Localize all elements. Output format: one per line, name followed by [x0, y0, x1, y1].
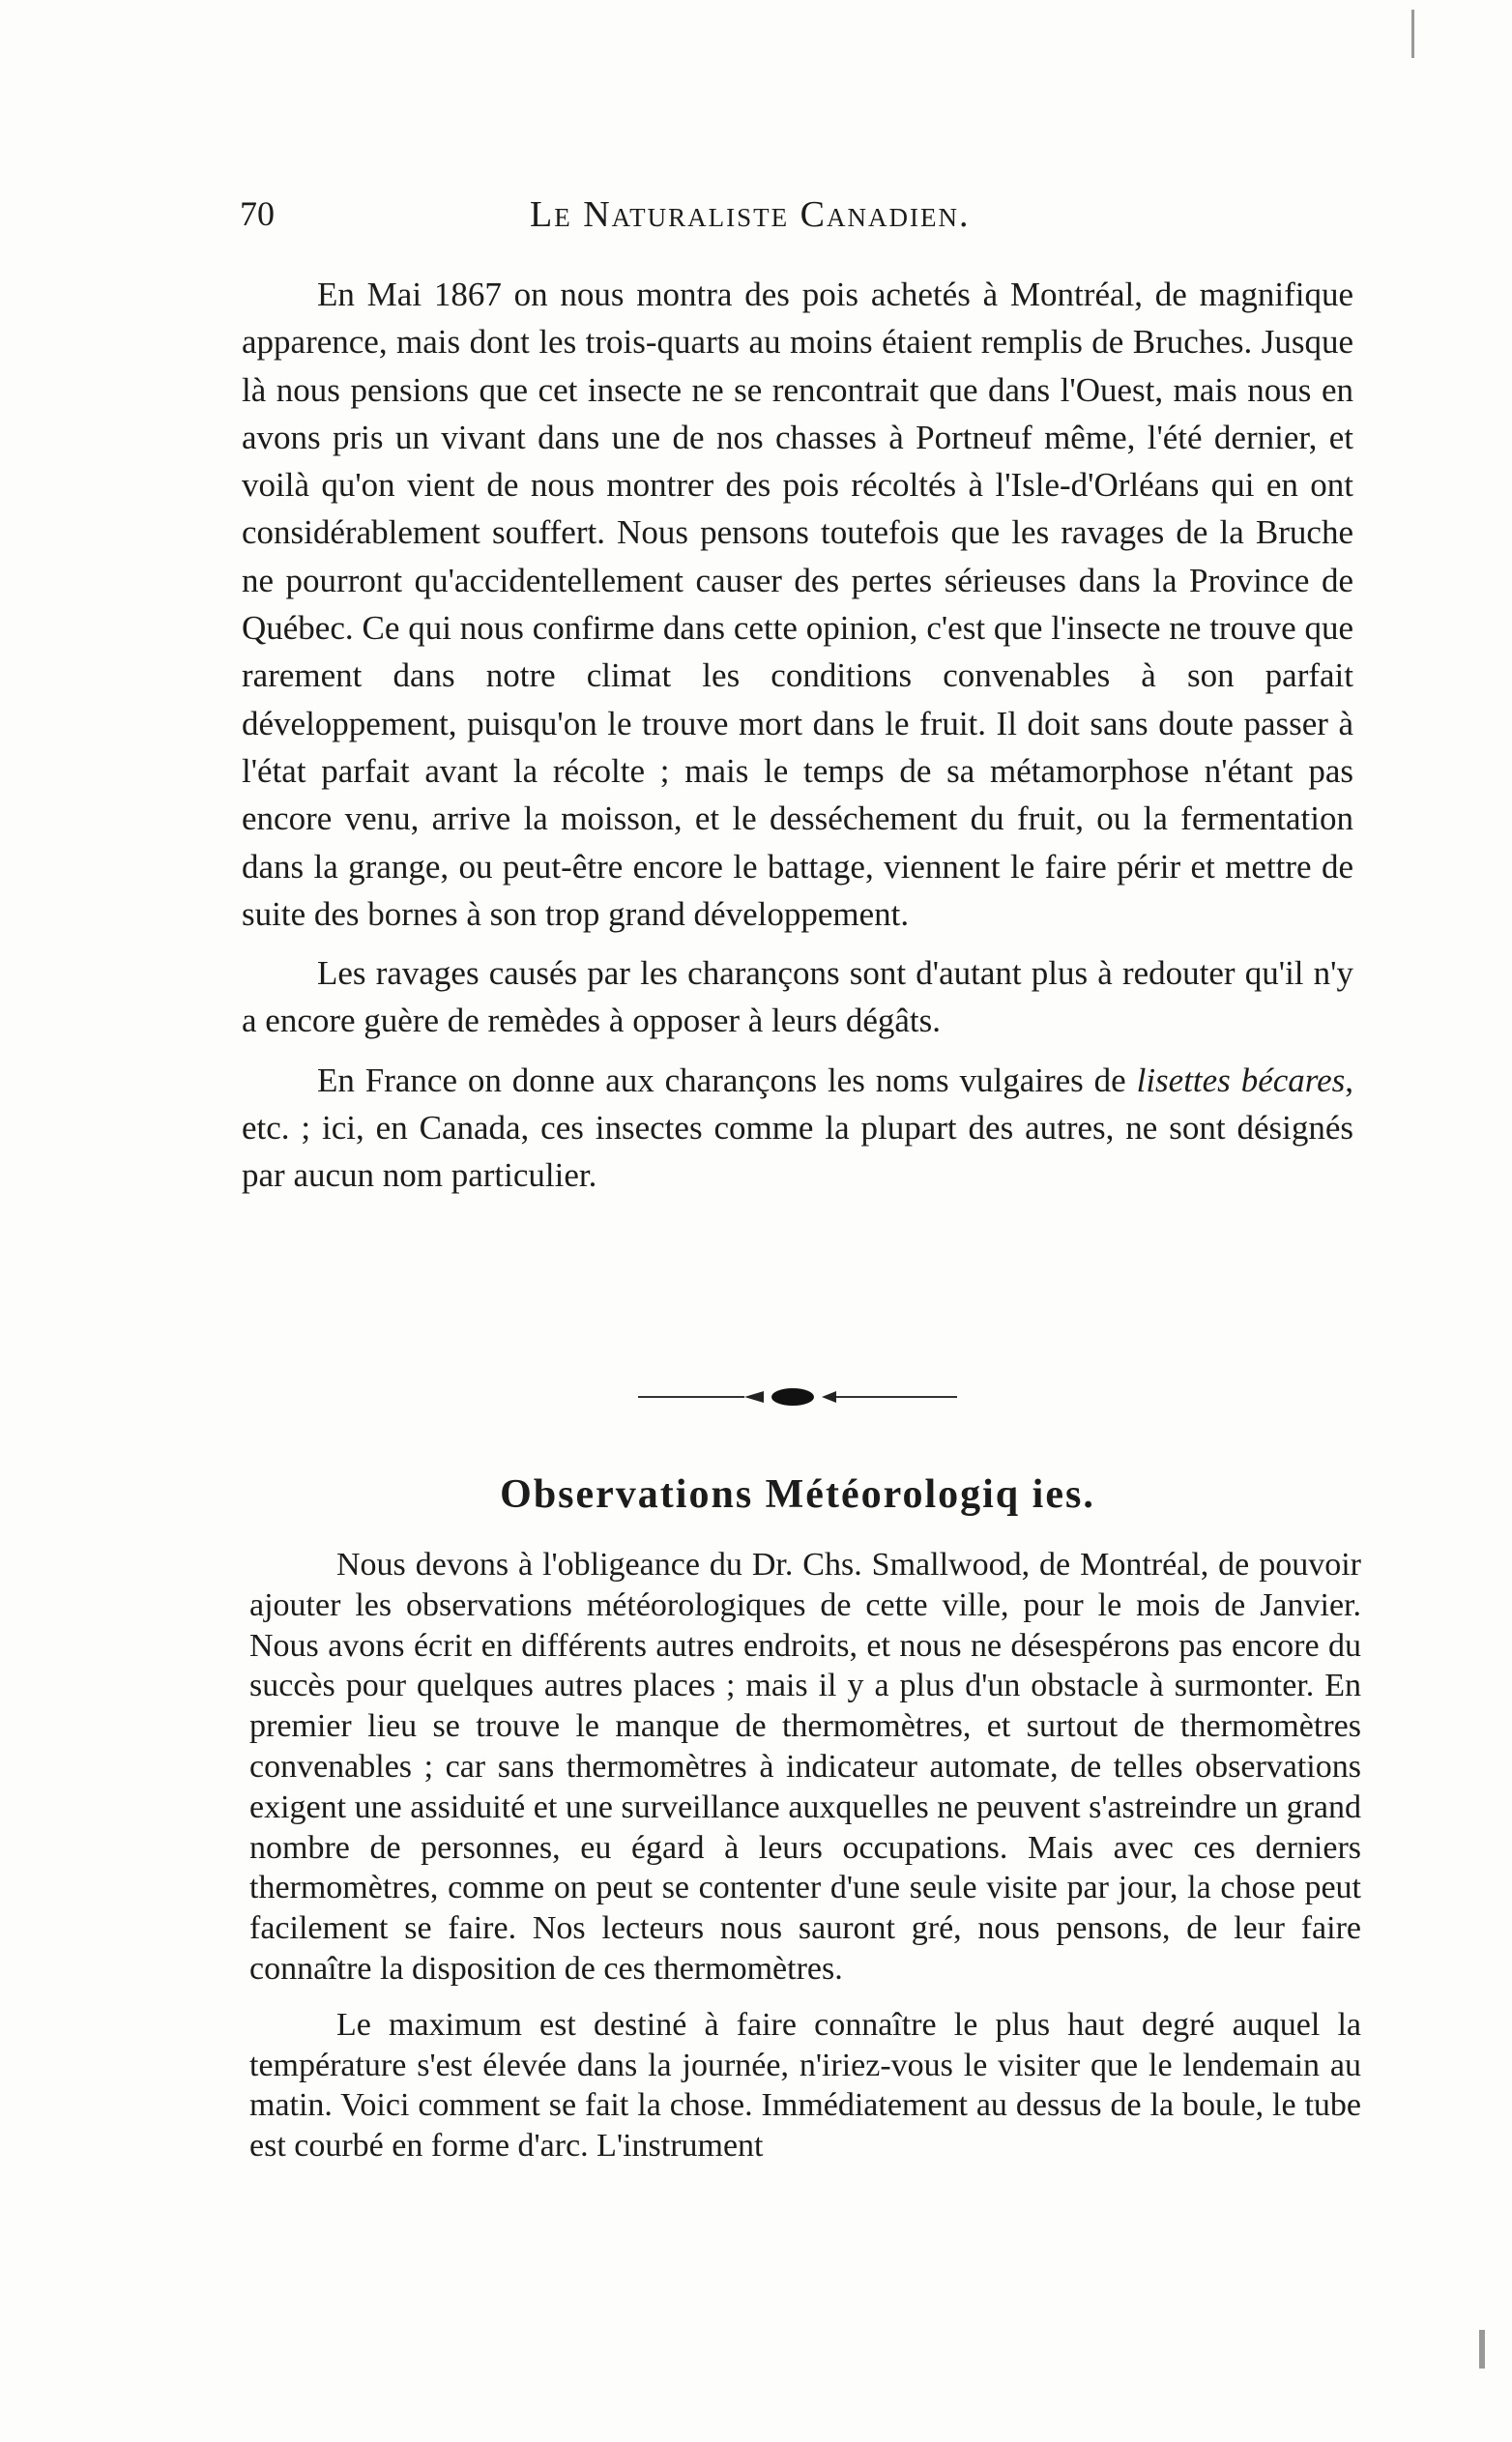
scan-speck	[1411, 10, 1414, 58]
paragraph-text: En France on donne aux charançons les noms vulgaires de	[317, 1061, 1137, 1099]
scan-speck	[1479, 2330, 1485, 2369]
section-divider-ornament	[638, 1382, 957, 1411]
page-header	[240, 193, 1353, 242]
paragraph: Le maximum est destiné à faire connaître le plus haut degré auquel la température s'est élevée dans la journée, n'iriez-vous le visiter que le lendemain au matin. Voici comment se fait la chose. Immédiatement au dessus de la boule, le tube est courbé en forme d'arc. L'instrument	[249, 2006, 1361, 2165]
running-title: Le Naturaliste Canadien.	[530, 194, 971, 235]
paragraph	[242, 1057, 1353, 1200]
section-title: Observations Météorologiq ies.	[500, 1472, 1095, 1517]
paragraph-text: , etc. ; ici, en Canada, ces insectes comme la plupart des autres, ne sont désignés par aucun nom particulier.	[242, 1061, 1353, 1195]
paragraph: Les ravages causés par les charançons sont d'autant plus à redouter qu'il n'y a encore guère de remèdes à opposer à leurs dégâts.	[242, 954, 1353, 1040]
italic-term: lisettes bécares	[1136, 1061, 1346, 1099]
section-2-body	[249, 1545, 1361, 2182]
page-number: 70	[240, 194, 275, 233]
paragraph: En Mai 1867 on nous montra des pois achetés à Montréal, de magnifique apparence, mais dont les trois-quarts au moins étaient remplis de Bruches. Jusque là nous pensions que cet insecte ne se rencontrait que dans l'Ouest, mais nous en avons pris un vivant dans une de nos chasses à Portneuf même, l'été dernier, et voilà qu'on vient de nous montrer des pois récoltés à l'Isle-d'Orléans qui en ont considérablement souffert. Nous pensons toutefois que les ravages de la Bruche ne pourront qu'accidentellement causer des pertes sérieuses dans la Province de Québec. Ce qui nous confirme dans cette opinion, c'est que l'insecte ne trouve que rarement dans notre climat les conditions convenables à son parfait développement, puisqu'on le trouve mort dans le fruit. Il doit sans doute passer à l'état parfait avant la récolte ; mais le temps de sa métamorphose n'étant pas encore venu, arrive la moisson, et le desséchement du fruit, ou la fermentation dans la grange, ou peut-être encore le battage, viennent le faire périr et mettre de suite des bornes à son trop grand développement.	[242, 276, 1353, 933]
section-1-body	[242, 271, 1353, 1211]
paragraph: Nous devons à l'obligeance du Dr. Chs. Smallwood, de Montréal, de pouvoir ajouter les observations météorologiques de cette ville, pour le mois de Janvier. Nous avons écrit en différents autres endroits, et nous ne désespérons pas encore du succès pour quelques autres places ; mais il y a plus d'un obstacle à surmonter. En premier lieu se trouve le manque de thermomètres, et surtout de thermomètres convenables ; car sans thermomètres à indicateur automate, de telles observations exigent une assiduité et une surveillance auxquelles ne peuvent s'astreindre un grand nombre de personnes, eu égard à leurs occupations. Mais avec ces derniers thermomètres, comme on peut se contenter d'une seule visite par jour, la chose peut facilement se faire. Nos lecteurs nous sauront gré, nous pensons, de leur faire connaître la disposition de ces thermomètres.	[249, 1547, 1361, 1987]
